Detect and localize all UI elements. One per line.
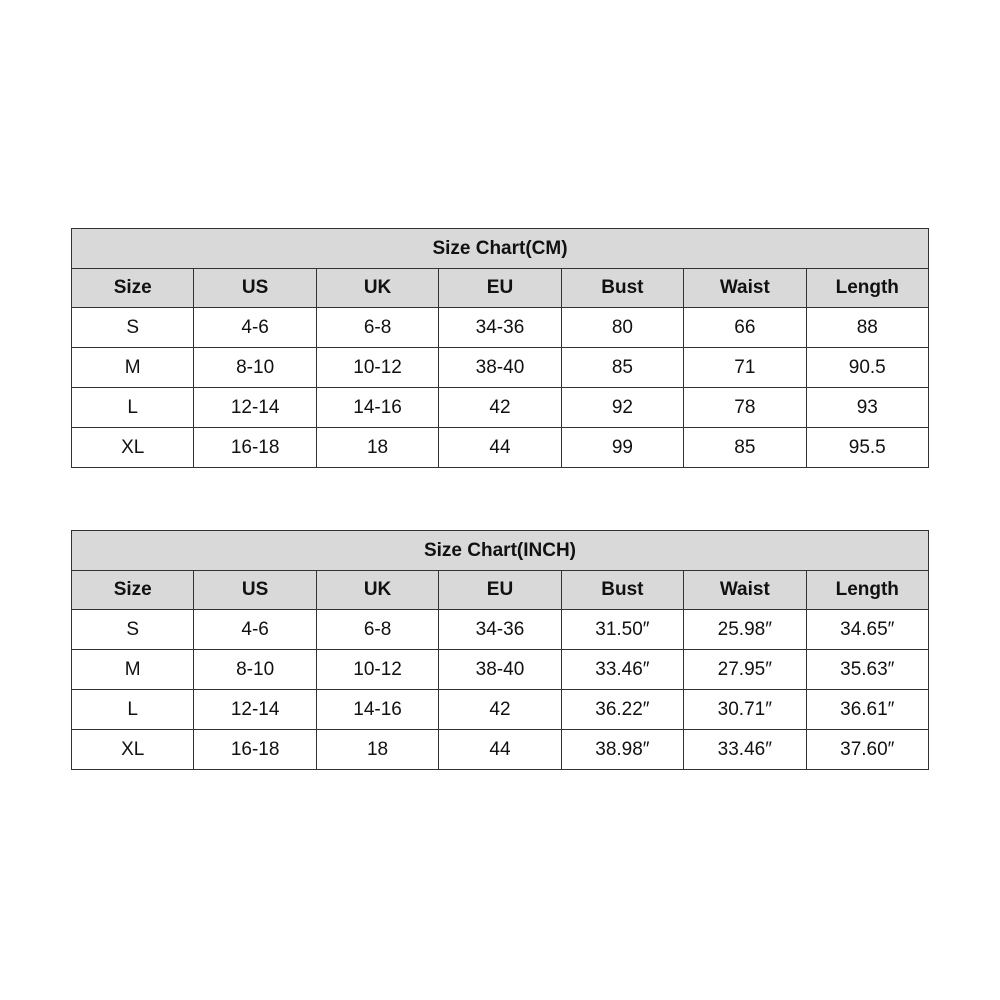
column-header: US [194, 269, 316, 308]
table-cell: 85 [561, 348, 683, 388]
table-header-row [72, 571, 929, 610]
table-cell: XL [72, 730, 194, 770]
table-cell: 31.50″ [561, 610, 683, 650]
table-cell: 66 [684, 308, 806, 348]
table-cell: 10-12 [316, 348, 438, 388]
table-header-row [72, 269, 929, 308]
table-cell: 78 [684, 388, 806, 428]
column-header: Size [72, 571, 194, 610]
table-cell: M [72, 348, 194, 388]
table-cell: 44 [439, 428, 561, 468]
table-cell: 38-40 [439, 348, 561, 388]
table-cell: 36.22″ [561, 690, 683, 730]
table-row [72, 308, 929, 348]
table-cell: 99 [561, 428, 683, 468]
column-header: Bust [561, 269, 683, 308]
table-cell: 12-14 [194, 388, 316, 428]
table-cell: M [72, 650, 194, 690]
table-cell: XL [72, 428, 194, 468]
table-cell: 71 [684, 348, 806, 388]
table-cell: 92 [561, 388, 683, 428]
column-header: US [194, 571, 316, 610]
column-header: EU [439, 571, 561, 610]
table-title: Size Chart(INCH) [72, 531, 929, 571]
table-title-row [72, 229, 929, 269]
table-row [72, 730, 929, 770]
table-cell: 88 [806, 308, 928, 348]
column-header: Waist [684, 571, 806, 610]
table-cell: 16-18 [194, 730, 316, 770]
column-header: Length [806, 571, 928, 610]
table-cell: 42 [439, 690, 561, 730]
table-cell: 6-8 [316, 308, 438, 348]
table-cell: 85 [684, 428, 806, 468]
table-cell: 93 [806, 388, 928, 428]
table-cell: 14-16 [316, 388, 438, 428]
column-header: Bust [561, 571, 683, 610]
table-row [72, 348, 929, 388]
table-cell: 36.61″ [806, 690, 928, 730]
table-cell: 95.5 [806, 428, 928, 468]
table-cell: 14-16 [316, 690, 438, 730]
table-cell: 8-10 [194, 348, 316, 388]
table-cell: 4-6 [194, 610, 316, 650]
table-cell: 30.71″ [684, 690, 806, 730]
size-chart-inch-table [71, 530, 929, 770]
table-cell: 34-36 [439, 308, 561, 348]
table-cell: 6-8 [316, 610, 438, 650]
table-cell: 44 [439, 730, 561, 770]
table-cell: 4-6 [194, 308, 316, 348]
table-cell: 33.46″ [684, 730, 806, 770]
table-cell: S [72, 610, 194, 650]
column-header: UK [316, 571, 438, 610]
table-cell: 80 [561, 308, 683, 348]
table-cell: 35.63″ [806, 650, 928, 690]
table-cell: 8-10 [194, 650, 316, 690]
table-cell: 34.65″ [806, 610, 928, 650]
column-header: Length [806, 269, 928, 308]
column-header: Size [72, 269, 194, 308]
table-cell: 10-12 [316, 650, 438, 690]
table-row [72, 428, 929, 468]
table-title: Size Chart(CM) [72, 229, 929, 269]
table-cell: S [72, 308, 194, 348]
table-cell: 18 [316, 428, 438, 468]
table-cell: 12-14 [194, 690, 316, 730]
table-row [72, 690, 929, 730]
table-cell: 38-40 [439, 650, 561, 690]
table-cell: 18 [316, 730, 438, 770]
table-row [72, 650, 929, 690]
table-cell: L [72, 690, 194, 730]
column-header: Waist [684, 269, 806, 308]
table-cell: L [72, 388, 194, 428]
table-row [72, 388, 929, 428]
table-cell: 27.95″ [684, 650, 806, 690]
table-row [72, 610, 929, 650]
column-header: EU [439, 269, 561, 308]
column-header: UK [316, 269, 438, 308]
table-cell: 37.60″ [806, 730, 928, 770]
table-cell: 33.46″ [561, 650, 683, 690]
table-title-row [72, 531, 929, 571]
table-cell: 90.5 [806, 348, 928, 388]
table-cell: 25.98″ [684, 610, 806, 650]
table-cell: 34-36 [439, 610, 561, 650]
table-cell: 38.98″ [561, 730, 683, 770]
size-chart-cm-table [71, 228, 929, 468]
table-cell: 16-18 [194, 428, 316, 468]
table-cell: 42 [439, 388, 561, 428]
